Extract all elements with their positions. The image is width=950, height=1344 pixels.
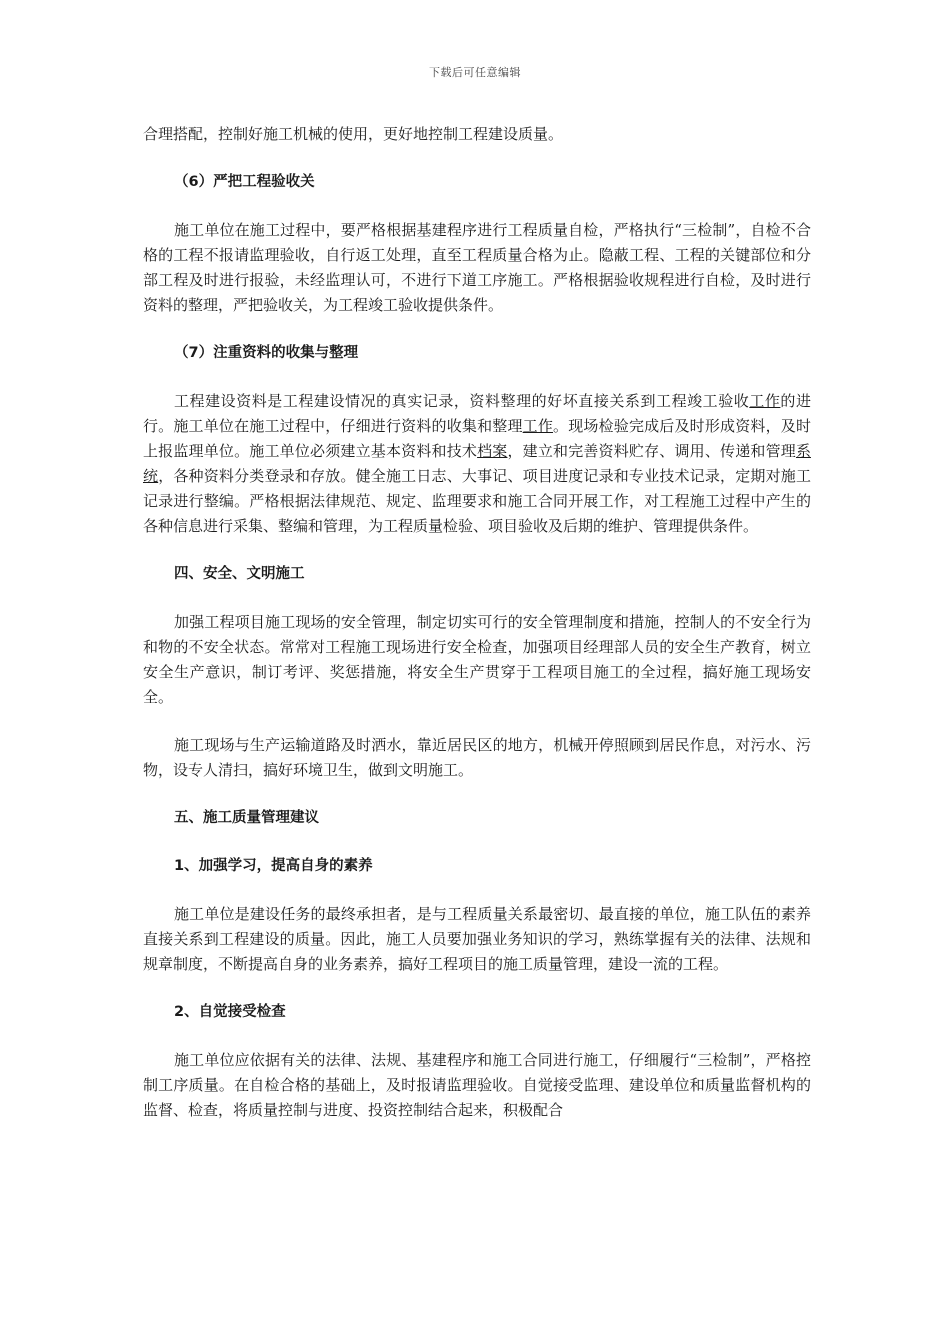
- heading-inspection: 2、自觉接受检查: [174, 1004, 286, 1020]
- text-run: 工程建设资料是工程建设情况的真实记录，资料整理的好坏直接关系到工程竣工验收: [174, 392, 750, 410]
- link-work[interactable]: 工作: [522, 417, 554, 435]
- heading-acceptance: （6）严把工程验收关: [174, 174, 315, 190]
- heading-suggestions: 五、施工质量管理建议: [174, 810, 319, 826]
- paragraph-continuation: 合理搭配，控制好施工机械的使用，更好地控制工程建设质量。: [143, 125, 564, 143]
- link-archive[interactable]: 档案: [477, 442, 508, 460]
- heading-documents: （7）注重资料的收集与整理: [174, 345, 359, 361]
- paragraph-safety: 加强工程项目施工现场的安全管理，制定切实可行的安全管理制度和措施，控制人的不安全行为和物的不安全状态。常常对工程施工现场进行安全检查，加强项目经理部人员的安全生产教育，树立安全生产意识，制订考评、奖惩措施，将安全生产贯穿于工程项目施工的全过程，搞好施工现场安全。: [143, 613, 811, 706]
- paragraph-documents: [143, 389, 811, 539]
- page-header: 下载后可任意编辑: [429, 66, 521, 79]
- paragraph-acceptance: 施工单位在施工过程中，要严格根据基建程序进行工程质量自检，严格执行“三检制”，自检不合格的工程不报请监理验收，自行返工处理，直至工程质量合格为止。隐蔽工程、工程的关键部位和分部工程及时进行报验，未经监理认可，不进行下道工序施工。严格根据验收规程进行自检，及时进行资料的整理，严把验收关，为工程竣工验收提供条件。: [143, 221, 811, 314]
- link-work[interactable]: 工作: [749, 392, 781, 410]
- paragraph-inspection: 施工单位应依据有关的法律、法规、基建程序和施工合同进行施工，仔细履行“三检制”，严格控制工序质量。在自检合格的基础上，及时报请监理验收。自觉接受监理、建设单位和质量监督机构的监督、检查，将质量控制与进度、投资控制结合起来，积极配合: [143, 1051, 811, 1119]
- text-run: 的进行。施工单位在施工过程中，仔细进行资料的收集和整理: [143, 392, 811, 435]
- text-run: ，各种资料分类登录和存放。健全施工日志、大事记、项目进度记录和专业技术记录，定期对施工记录进行整编。严格根据法律规范、规定、监理要求和施工合同开展工作，对工程施工过程中产生的各种信息进行采集、整编和管理，为工程质量检验、项目验收及后期的维护、管理提供条件。: [143, 467, 811, 535]
- heading-safety: 四、安全、文明施工: [174, 566, 305, 582]
- paragraph-civilized: 施工现场与生产运输道路及时洒水，靠近居民区的地方，机械开停照顾到居民作息，对污水、污物，设专人清扫，搞好环境卫生，做到文明施工。: [143, 736, 811, 779]
- text-run: ，建立和完善资料贮存、调用、传递和管理: [507, 442, 796, 460]
- paragraph-learning: 施工单位是建设任务的最终承担者，是与工程质量关系最密切、最直接的单位，施工队伍的素养直接关系到工程建设的质量。因此，施工人员要加强业务知识的学习，熟练掌握有关的法律、法规和规章制度，不断提高自身的业务素养，搞好工程项目的施工质量管理，建设一流的工程。: [143, 905, 811, 973]
- text-run: 。现场检验完成后及时形成资料，及时上报监理单位。施工单位必须建立基本资料和技术: [143, 417, 811, 460]
- link-system[interactable]: 系统: [143, 442, 811, 485]
- heading-learning: 1、加强学习，提高自身的素养: [174, 858, 373, 874]
- document-body: [143, 122, 811, 1146]
